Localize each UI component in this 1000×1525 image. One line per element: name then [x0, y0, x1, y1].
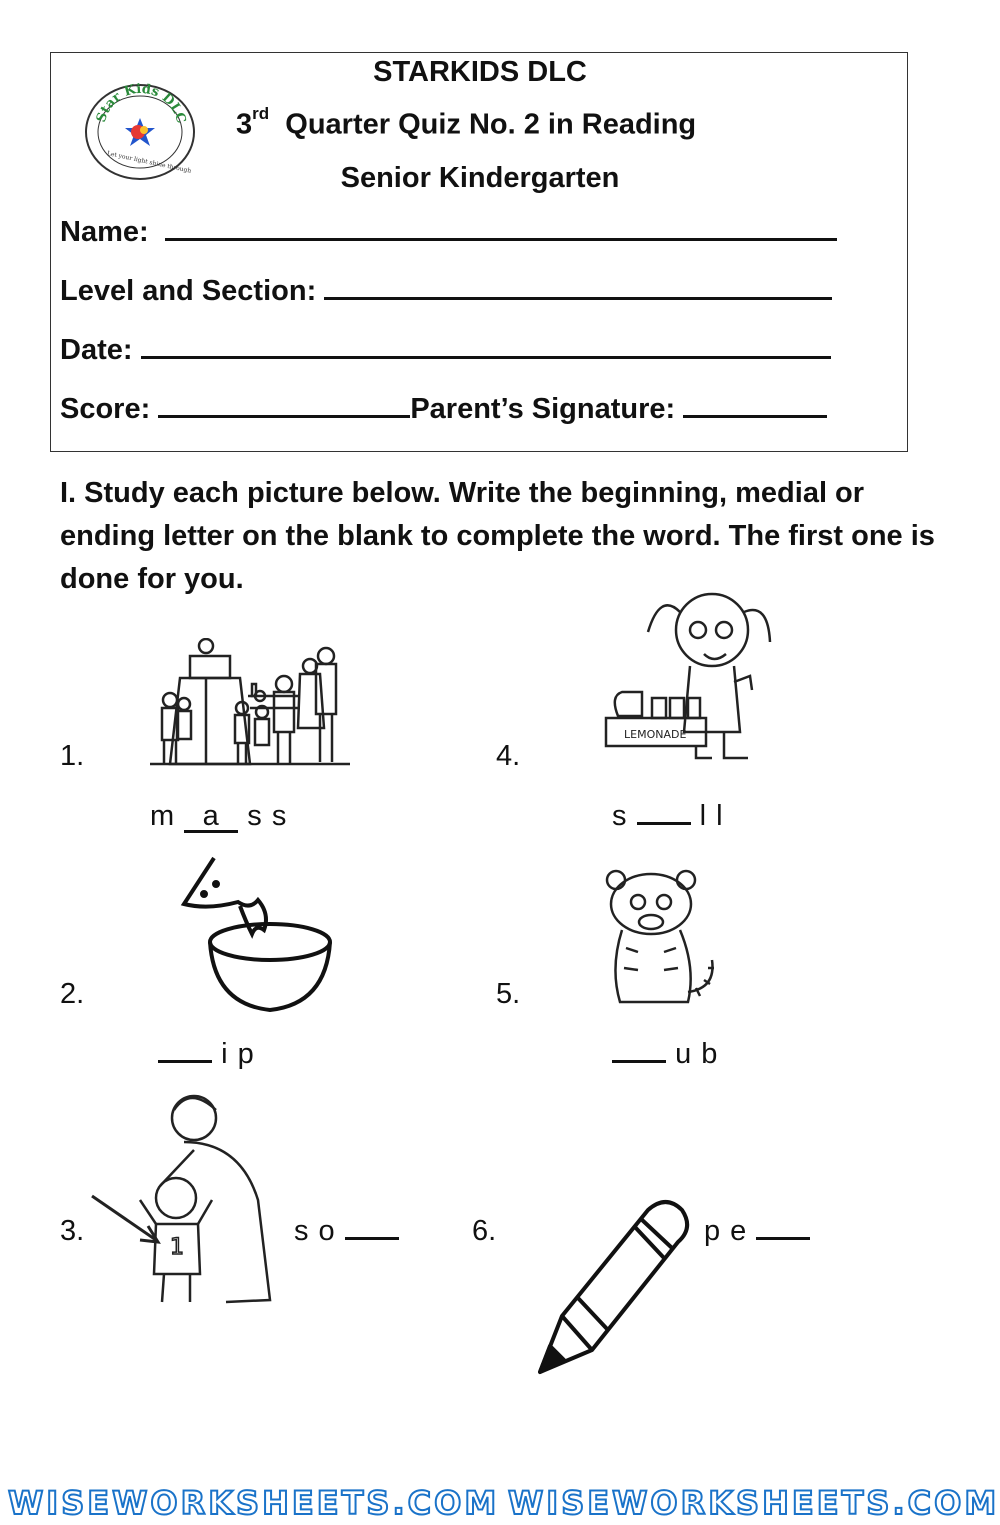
footer-watermark	[0, 1484, 1000, 1525]
grade-level: Senior Kindergarten	[340, 162, 620, 194]
son-mother-picture	[90, 1090, 286, 1312]
svg-text:Let your light shine through: Let your light shine through	[106, 150, 192, 175]
date-field[interactable]: Date:	[60, 334, 831, 367]
school-name: STARKIDS DLC	[373, 56, 587, 88]
answer-blank[interactable]	[158, 1038, 212, 1063]
score-field[interactable]: Score: Parent’s Signature:	[60, 393, 827, 426]
item-number: 2.	[60, 978, 85, 1010]
answer-blank[interactable]	[637, 800, 691, 825]
answer-blank[interactable]	[612, 1038, 666, 1063]
answer-blank[interactable]	[756, 1215, 810, 1240]
tiger-cub-picture	[604, 868, 718, 1012]
quiz-title: 3rd Quarter Quiz No. 2 in Reading	[236, 104, 697, 141]
item-1-word: m a s s	[150, 800, 288, 832]
item-4-word: s l l	[612, 800, 724, 832]
watermark-text: WISEWORKSHEETS.COM	[8, 1484, 500, 1522]
item-6-word: p e	[704, 1215, 810, 1248]
logo-text: Star Kids DLC	[93, 82, 189, 126]
item-number: 3.	[60, 1215, 85, 1247]
name-field[interactable]: Name:	[60, 216, 837, 249]
lemonade-sell-picture	[600, 572, 780, 764]
answer-blank[interactable]: a	[184, 802, 238, 833]
watermark-text: WISEWORKSHEETS.COM	[508, 1484, 1000, 1522]
level-section-field[interactable]: Level and Section:	[60, 275, 832, 308]
svg-text:LEMONADE: LEMONADE	[624, 728, 687, 741]
answer-blank[interactable]	[345, 1215, 399, 1240]
item-number: 5.	[496, 978, 521, 1010]
chip-bowl-picture	[178, 854, 338, 1020]
svg-text:1: 1	[170, 1235, 184, 1260]
item-number: 1.	[60, 740, 85, 772]
item-5-word: u b	[612, 1038, 718, 1071]
item-number: 4.	[496, 740, 521, 772]
mass-scene-picture	[150, 638, 350, 768]
item-number: 6.	[472, 1215, 497, 1247]
item-3-word: s o	[294, 1215, 399, 1248]
pencil-picture	[532, 1194, 692, 1378]
item-2-word: i p	[158, 1038, 255, 1071]
instructions: I. Study each picture below. Write the beginning, medial or ending letter on the blank to complete the word. The first one is done for you.	[60, 477, 935, 595]
